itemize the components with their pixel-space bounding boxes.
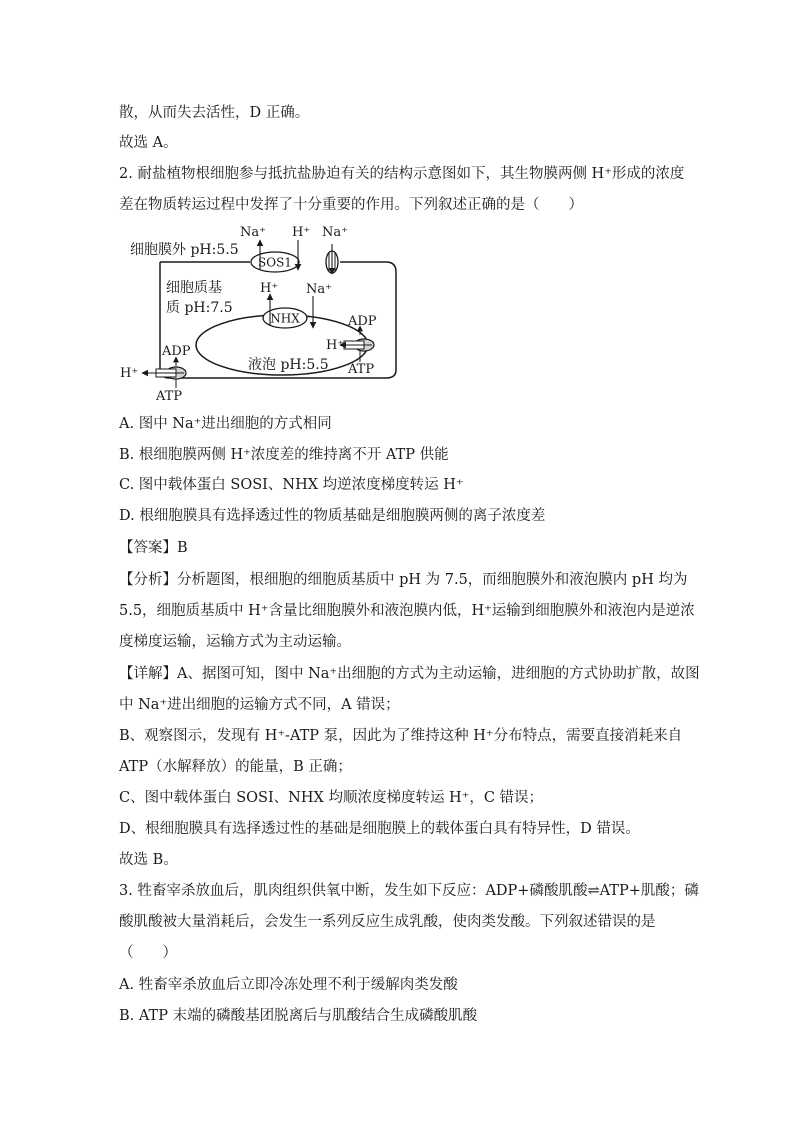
vacuole-label: 液泡 pH:5.5 [248, 357, 329, 373]
question-3-stem: 酸肌酸被大量消耗后，会发生一系列反应生成乳酸，使肉类发酸。下列叙述错误的是 [119, 914, 656, 930]
option-d: D. 根细胞膜具有选择透过性的物质基础是细胞膜两侧的离子浓度差 [119, 508, 546, 524]
text-line: 散，从而失去活性，D 正确。 [119, 105, 310, 121]
adp-label: ADP [162, 344, 191, 359]
analysis-line: 【分析】分析题图，根细胞的细胞质基质中 pH 为 7.5，而细胞膜外和液泡膜内 pH 均为 [119, 572, 688, 588]
detail-line: D、根细胞膜具有选择透过性的基础是细胞膜上的载体蛋白具有特异性，D 错误。 [119, 821, 640, 837]
analysis-line: 5.5，细胞质基质中 H⁺含量比细胞膜外和液泡膜内低，H⁺运输到细胞膜外和液泡内是逆浓 [119, 603, 695, 619]
option-a: A. 图中 Na⁺进出细胞的方式相同 [119, 416, 332, 432]
cytoplasm-label: 质 pH:7.5 [166, 300, 233, 316]
option-a: A. 牲畜宰杀放血后立即冷冻处理不利于缓解肉类发酸 [119, 977, 458, 993]
question-3-stem: 3. 牲畜宰杀放血后，肌肉组织供氧中断，发生如下反应：ADP+磷酸肌酸⇌ATP+肌酸；磷 [119, 883, 699, 899]
ion-label: H⁺ [326, 338, 345, 353]
answer-line: 【答案】B [119, 540, 188, 556]
outside-label: 细胞膜外 pH:5.5 [130, 242, 239, 258]
atp-label: ATP [156, 389, 183, 402]
detail-line: 【详解】A、据图可知，图中 Na⁺出细胞的方式为主动运输，进细胞的方式协助扩散，故图 [119, 666, 700, 682]
text-line: 故选 A。 [119, 135, 178, 151]
choose-line: 故选 B。 [119, 852, 178, 868]
detail-line: B、观察图示，发现有 H⁺-ATP 泵，因此为了维持这种 H⁺分布特点，需要直接消耗来自 [119, 728, 683, 744]
question-3-stem: （ ） [119, 945, 177, 961]
ion-label: H⁺ [260, 281, 279, 296]
ion-label: Na⁺ [306, 282, 332, 297]
detail-line: C、图中载体蛋白 SOSI、NHX 均顺浓度梯度转运 H⁺，C 错误； [119, 790, 544, 806]
nhx-label: NHX [270, 311, 300, 326]
ion-label: Na⁺ [240, 225, 266, 240]
question-2-stem: 2. 耐盐植物根细胞参与抵抗盐胁迫有关的结构示意图如下，其生物膜两侧 H⁺形成的浓度 [119, 166, 685, 182]
ion-label: H⁺ [120, 366, 139, 381]
analysis-line: 度梯度运输，运输方式为主动运输。 [119, 634, 351, 650]
cytoplasm-label: 细胞质基 [166, 280, 222, 296]
option-b: B. 根细胞膜两侧 H⁺浓度差的维持离不开 ATP 供能 [119, 447, 449, 463]
atp-label: ATP [348, 362, 375, 377]
adp-label: ADP [348, 314, 377, 329]
option-c: C. 图中载体蛋白 SOSI、NHX 均逆浓度梯度转运 H⁺ [119, 477, 464, 493]
option-b: B. ATP 末端的磷酸基团脱离后与肌酸结合生成磷酸肌酸 [119, 1008, 478, 1024]
detail-line: ATP（水解释放）的能量，B 正确； [119, 759, 352, 775]
sos1-label: SOS1 [258, 255, 292, 270]
cell-diagram [110, 222, 410, 402]
question-2-stem: 差在物质转运过程中发挥了十分重要的作用。下列叙述正确的是（ ） [119, 197, 583, 213]
ion-label: Na⁺ [322, 225, 348, 240]
detail-line: 中 Na⁺进出细胞的运输方式不同，A 错误； [119, 697, 400, 713]
ion-label: H⁺ [292, 225, 311, 240]
